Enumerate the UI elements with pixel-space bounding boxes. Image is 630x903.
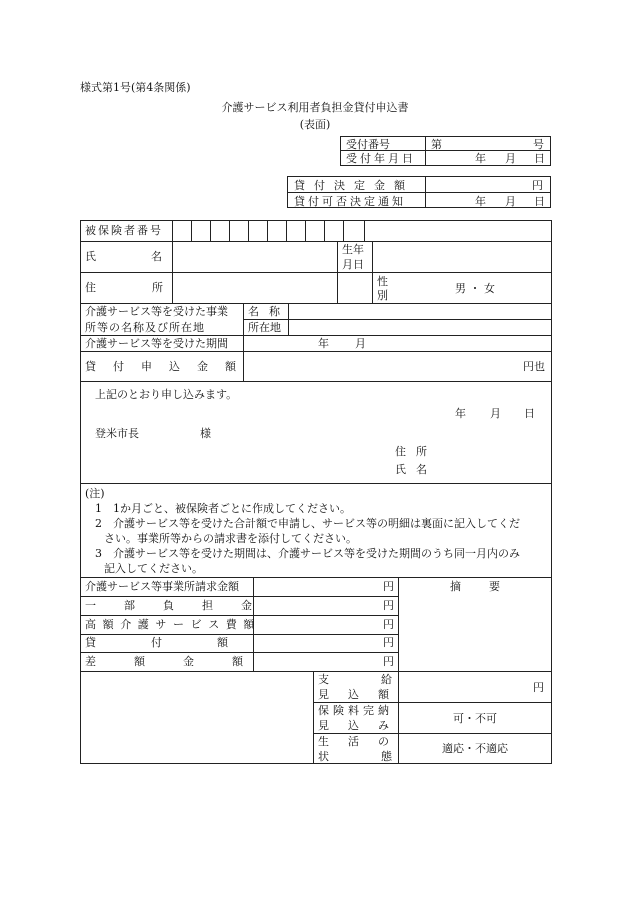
calc-label-copay (85, 599, 280, 612)
reception-number-label-text: 受付番号 (346, 138, 390, 151)
calc-label-billing: 介護サービス等事業所請求金額 (85, 580, 239, 593)
box-9 (343, 220, 344, 241)
declaration-day: 日 (524, 407, 535, 420)
insured-number-boxes (172, 220, 364, 241)
assess-row-2 (313, 733, 552, 734)
box-8 (324, 220, 325, 241)
row-line-3 (80, 303, 552, 304)
calc-row-2 (80, 615, 398, 616)
loan-amount-unit: 円也 (523, 360, 545, 373)
reception-month: 月 (505, 152, 516, 165)
payment-label-2: 見込額 (318, 688, 408, 701)
period-month: 月 (355, 337, 366, 350)
reception-number-prefix: 第 (431, 138, 442, 151)
reception-number-label (346, 139, 420, 150)
box-3 (229, 220, 230, 241)
premium-label-1: 保険料完納 (318, 704, 393, 717)
sex-label-1: 性 (377, 275, 388, 288)
reception-year: 年 (475, 152, 486, 165)
row-line-9 (80, 577, 552, 578)
box-2 (210, 220, 211, 241)
facility-name-label: 名称 (248, 305, 290, 318)
box-10 (364, 220, 365, 241)
living-value: 適応・不適応 (442, 742, 508, 755)
reception-date-label: 受付年月日 (346, 152, 416, 165)
declaration-honorific: 様 (200, 427, 211, 440)
row-line-8 (80, 483, 552, 484)
declaration-statement: 上記のとおり申し込みます。 (95, 388, 238, 401)
facility-label-2: 所等の名称及び所在地 (85, 321, 205, 334)
declaration-year: 年 (455, 407, 466, 420)
row-line-5 (80, 335, 552, 336)
decision-divider (287, 192, 551, 193)
calc-unit-billing: 円 (383, 580, 394, 593)
living-label-2: 状態 (318, 750, 444, 763)
box-4 (248, 220, 249, 241)
col-line-e (243, 303, 244, 335)
name-label-text: 氏名 (85, 250, 217, 263)
note-3-line-2: 記入してください。 (104, 562, 203, 575)
address-label: 住所 (85, 281, 219, 294)
calc-label-highcost: 高額介護サービス費額 (85, 618, 261, 631)
decision-amount-unit: 円 (532, 179, 543, 192)
note-1: 1 1か月ごと、被保険者ごとに作成してください。 (95, 502, 351, 515)
decision-col-divider (425, 176, 426, 208)
form-subtitle: (表面) (299, 118, 331, 131)
loan-amount-label: 貸付申込金額 (85, 360, 253, 373)
calc-unit-copay: 円 (383, 599, 394, 612)
calc-row-5 (80, 671, 552, 672)
col-line-c (372, 241, 373, 303)
row-line-7 (80, 381, 552, 382)
row-line-2 (80, 272, 552, 273)
box-5 (267, 220, 268, 241)
declaration-month: 月 (490, 407, 501, 420)
decision-month: 月 (505, 195, 516, 208)
reception-col-divider (425, 136, 426, 166)
calc-unit-loan: 円 (383, 636, 394, 649)
calc-unit-highcost: 円 (383, 618, 394, 631)
living-label-1: 生活の (318, 735, 408, 748)
row-line-4 (243, 319, 552, 320)
decision-notice-label: 貸付可否決定通知 (294, 195, 406, 208)
birth-label-2: 月日 (342, 258, 364, 271)
box-7 (305, 220, 306, 241)
sex-label-2: 別 (377, 289, 388, 302)
calc-row-1 (80, 596, 398, 597)
col-line-b (337, 241, 338, 303)
calc-label-loan: 貸付額 (85, 636, 283, 649)
insured-number-label: 被保険者番号 (85, 224, 163, 237)
row-line-6 (80, 351, 552, 352)
reception-number-suffix: 号 (533, 138, 544, 151)
calc-label-diff: 差額金額 (85, 655, 281, 668)
note-3-line-1: 3 介護サービス等を受けた期間は、介護サービス等を受けた期間のうち同一月内のみ (95, 547, 520, 560)
reception-day: 日 (534, 152, 545, 165)
row-line-1 (80, 241, 552, 242)
calc-label-copay-text: 一部負担金 (85, 599, 280, 612)
sex-options: 男 ・ 女 (455, 282, 495, 295)
payment-unit: 円 (533, 681, 544, 694)
declaration-address-label: 住所 (395, 445, 437, 458)
decision-year: 年 (475, 195, 486, 208)
assess-row-1 (313, 702, 552, 703)
form-id: 様式第1号(第4条関係) (80, 81, 191, 94)
birth-label-1: 生年 (342, 243, 364, 256)
calc-row-3 (80, 634, 398, 635)
col-line-g (243, 335, 244, 351)
notes-heading: (注) (85, 487, 105, 500)
box-6 (286, 220, 287, 241)
payment-label-1: 支給 (318, 673, 444, 686)
declaration-name-label: 氏名 (395, 463, 437, 476)
calc-unit-diff: 円 (383, 655, 394, 668)
note-2-line-2: さい。事業所等からの請求書を添付してください。 (104, 532, 357, 545)
decision-amount-label: 貸付決定金額 (294, 179, 414, 192)
remarks-label: 摘要 (450, 580, 528, 593)
col-line-d (172, 272, 173, 303)
premium-label-2: 見込み (318, 719, 408, 732)
calc-row-4 (80, 652, 398, 653)
declaration-addressee: 登米市長 (95, 427, 139, 440)
form-title: 介護サービス利用者負担金貸付申込書 (221, 101, 409, 114)
premium-value: 可・不可 (453, 712, 497, 725)
assess-col-1 (313, 671, 314, 764)
facility-label-1: 介護サービス等を受けた事業 (85, 305, 228, 318)
decision-day: 日 (534, 195, 545, 208)
period-year: 年 (318, 337, 329, 350)
facility-location-label: 所在地 (248, 321, 281, 334)
main-form-border (80, 220, 552, 764)
period-label: 介護サービス等を受けた期間 (85, 337, 228, 350)
note-2-line-1: 2 介護サービス等を受けた合計額で申請し、サービス等の明細は裏面に記入してくだ (95, 517, 520, 530)
box-1 (191, 220, 192, 241)
name-label (85, 250, 217, 263)
